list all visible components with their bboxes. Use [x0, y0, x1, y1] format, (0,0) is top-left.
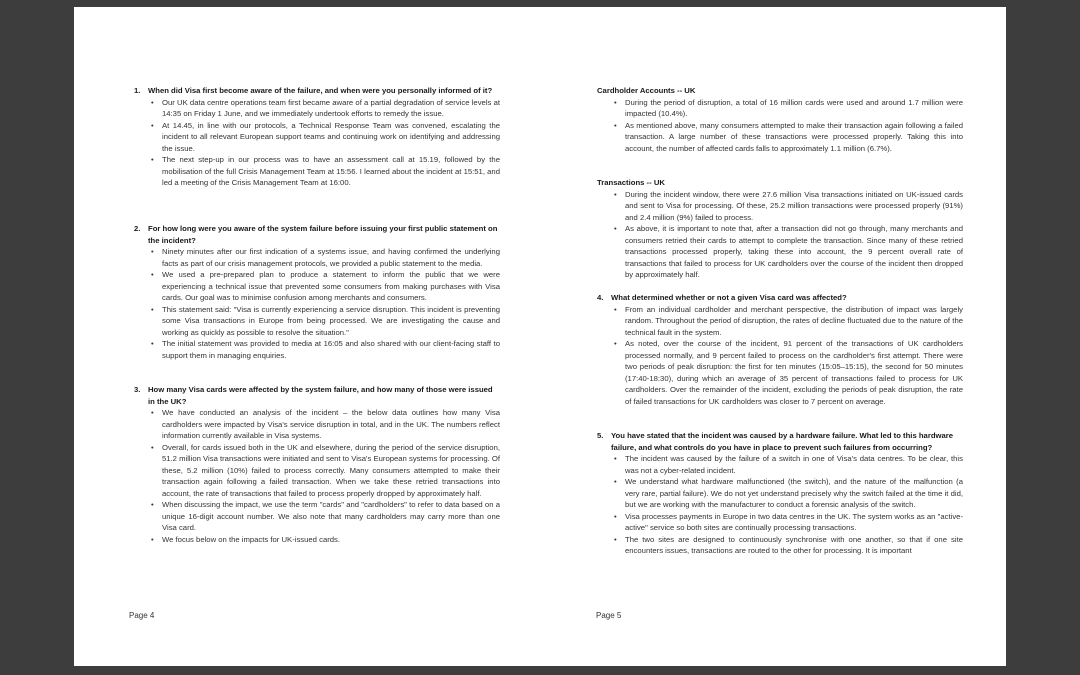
question-title: When did Visa first become aware of the failure, and when were you personally informed of it? — [148, 86, 493, 95]
list-item: • During the period of disruption, a total of 16 million cards were used and around 1.7 million were impacted (10.4%). — [625, 97, 963, 120]
question-number: 4. — [597, 293, 604, 302]
list-item: • Ninety minutes after our first indication of a systems issue, and having confirmed the underlying facts as part of our crisis management protocols, we provided a public statement to the media. — [162, 246, 500, 269]
list-item: • The two sites are designed to continuously synchronise with one another, so that if one site encounters issues, transactions are routed to the other for processing. It is important — [625, 534, 963, 557]
document-view — [74, 7, 1006, 666]
question-number: 1. — [134, 86, 141, 95]
list-item: • Visa processes payments in Europe in two data centres in the UK. The system works as an "active-active" service so both sites are continually processing transactions. — [625, 511, 963, 534]
list-item: • We focus below on the impacts for UK-issued cards. — [162, 534, 500, 546]
page-number: Page 4 — [129, 611, 155, 620]
list-item: • As noted, over the course of the incident, 91 percent of the transactions of UK cardholders processed normally, and 9 percent failed to process on the cardholder's first attempt. There were two periods of peak disruption: the first for ten minutes (15:05–15:15), the second for 50 minutes (17:40-18:30), during which an average of 35 percent of transactions failed to process for UK cardholders. Over the remainder of the incident, excluding the periods of peak disruption, the rate of failed transactions for UK cardholders was closer to 7 percent on average. — [625, 338, 963, 407]
list-item: • As mentioned above, many consumers attempted to make their transaction again following a failed transaction. A large number of these transactions were processed properly. Taking this into account, the number of affected cards falls to approximately 1.1 million (6.7%). — [625, 120, 963, 155]
list-item: • The initial statement was provided to media at 16:05 and also shared with our client-facing staff to support them in managing enquiries. — [162, 338, 500, 361]
list-item: • At 14.45, in line with our protocols, a Technical Response Team was convened, escalating the incident to all relevant European support teams and continuing work on identifying and addressing the issue. — [162, 120, 500, 155]
list-item: • We have conducted an analysis of the incident – the below data outlines how many Visa cardholders were impacted by Visa's service disruption in total, and in the UK. The numbers reflect information currently available in Visa systems. — [162, 407, 500, 442]
question-title: How many Visa cards were affected by the system failure, and how many of those were issued in the UK? — [148, 385, 493, 406]
list-item: • The incident was caused by the failure of a switch in one of Visa's data centres. To be clear, this was not a cyber-related incident. — [625, 453, 963, 476]
list-item: • As above, it is important to note that, after a transaction did not go through, many merchants and consumers retried their cards to attempt to complete the transaction. Since many of these retried transactions processed properly, taking these into account, the 9 percent overall rate of transactions that failed to process for UK cardholders over the course of the incident then dropped by approximately half. — [625, 223, 963, 281]
question-number: 3. — [134, 385, 141, 394]
subsection-title: Transactions -- UK — [597, 178, 665, 187]
list-item: • The next step-up in our process was to have an assessment call at 15.19, followed by the mobilisation of the full Crisis Management Team at 15:56. I learned about the incident at 15:51, and led a meeting of the Crisis Management Team at 16:00. — [162, 154, 500, 189]
question-title: For how long were you aware of the system failure before issuing your first public statement on the incident? — [148, 224, 498, 245]
list-item: • We understand what hardware malfunctioned (the switch), and the nature of the malfunction (a very rare, partial failure). We do not yet understand precisely why the switch failed at the time it did, but we are working with the manufacturer to conduct a forensic analysis of the switch. — [625, 476, 963, 511]
list-item: • Our UK data centre operations team first became aware of a partial degradation of service levels at 14:35 on Friday 1 June, and we immediately undertook efforts to remedy the issue. — [162, 97, 500, 120]
subsection-title: Cardholder Accounts -- UK — [597, 86, 696, 95]
question-4 — [597, 292, 963, 407]
page-5 — [597, 7, 963, 666]
list-item: • This statement said: "Visa is currently experiencing a service disruption. This incident is preventing some Visa transactions in Europe from being processed. We are investigating the cause and working as quickly as possible to resolve the situation." — [162, 304, 500, 339]
list-item: • Overall, for cards issued both in the UK and elsewhere, during the period of the service disruption, 51.2 million Visa transactions were initiated and sent to Visa's European systems for processing. Of these, 5.2 million (10%) failed to process correctly. Many consumers attempted to make their transaction again following a failed transaction. When we take these retried transactions into account, the rate of transactions that failed to process properly dropped by approximately half. — [162, 442, 500, 500]
question-number: 5. — [597, 431, 604, 440]
page-4 — [129, 7, 500, 666]
question-1 — [134, 85, 500, 189]
list-item: • From an individual cardholder and merchant perspective, the distribution of impact was largely random. Throughout the period of disruption, the rates of decline fluctuated due to the nature of the technical fault in the system. — [625, 304, 963, 339]
question-5 — [597, 430, 963, 557]
question-2 — [134, 223, 500, 361]
list-item: • We used a pre-prepared plan to produce a statement to inform the public that we were experiencing a technical issue that prevented some consumers from making purchases with Visa cards. Our goal was to minimise confusion among merchants and consumers. — [162, 269, 500, 304]
list-item: • When discussing the impact, we use the term "cards" and "cardholders" to refer to data based on a unique 16-digit account number. We also note that many cardholders may carry more than one Visa card. — [162, 499, 500, 534]
page-number: Page 5 — [596, 611, 622, 620]
question-title: What determined whether or not a given Visa card was affected? — [611, 293, 847, 302]
cardholder-accounts-section — [597, 85, 963, 154]
list-item: • During the incident window, there were 27.6 million Visa transactions initiated on UK-issued cards and sent to Visa for processing. Of these, 25.2 million transactions were processed properly (91%) and 2.4 million (9%) failed to process. — [625, 189, 963, 224]
transactions-section — [597, 177, 963, 281]
question-3 — [134, 384, 500, 545]
question-number: 2. — [134, 224, 141, 233]
question-title: You have stated that the incident was caused by a hardware failure. What led to this hardware failure, and what controls do you have in place to prevent such failures from occurring? — [611, 431, 954, 452]
